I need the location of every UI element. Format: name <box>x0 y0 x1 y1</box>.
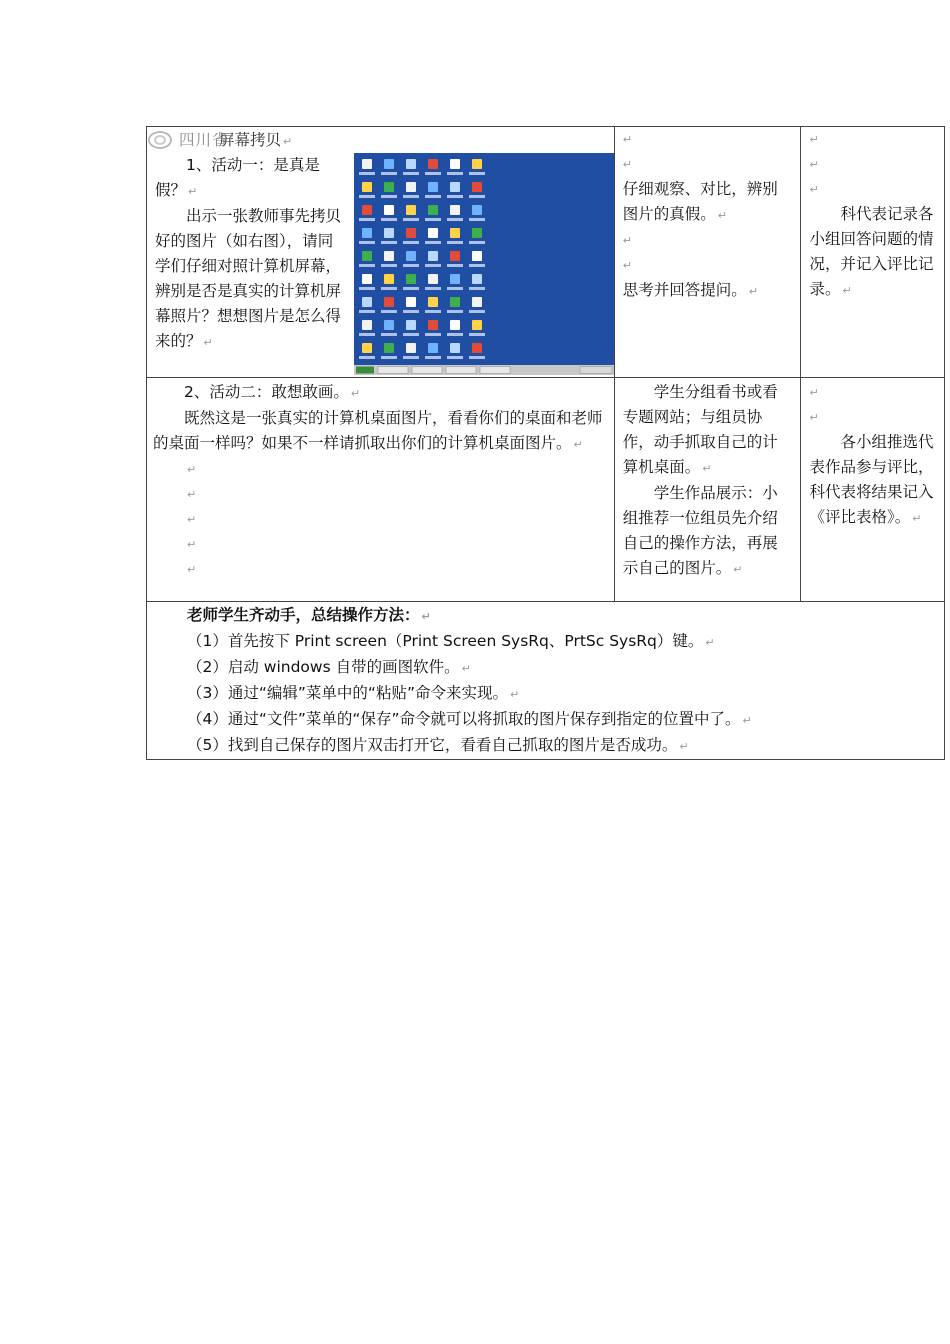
desktop-icon <box>428 343 438 353</box>
taskbar-item <box>480 367 510 374</box>
desktop-icon-label <box>447 172 463 175</box>
desktop-icon-label <box>447 310 463 313</box>
desktop-icon <box>384 251 394 261</box>
desktop-icon <box>450 251 460 261</box>
desktop-icon-label <box>381 310 397 313</box>
activity2-student-cell <box>614 378 801 602</box>
desktop-icon-label <box>425 218 441 221</box>
desktop-icon-label <box>469 310 485 313</box>
system-tray <box>580 367 612 374</box>
taskbar-item <box>412 367 442 374</box>
desktop-icon-label <box>469 264 485 267</box>
lesson-document <box>146 126 945 760</box>
desktop-icon <box>472 297 482 307</box>
desktop-icon-label <box>403 264 419 267</box>
activity1-student-text: 仔细观察、对比，辨别图片的真假。 ↵ <box>622 180 778 223</box>
activity1-row <box>147 127 945 378</box>
desktop-icon <box>384 182 394 192</box>
taskbar-item <box>378 367 408 374</box>
desktop-icon <box>450 297 460 307</box>
summary-step-2: （2）启动 windows 自带的画图软件。 ↵ <box>187 658 471 676</box>
desktop-icon <box>362 159 372 169</box>
desktop-screenshot <box>354 153 614 375</box>
desktop-icon-label <box>403 195 419 198</box>
desktop-icon <box>428 320 438 330</box>
activity2-rep-text: 各小组推选代表作品参与评比，科代表将结果记入《评比表格》。 ↵ <box>809 433 934 526</box>
heading-line <box>147 127 614 153</box>
desktop-icon-label <box>359 264 375 267</box>
desktop-icon-label <box>469 195 485 198</box>
desktop-icon <box>406 205 416 215</box>
activity1-student-text2: 思考并回答提问。 ↵ <box>622 281 758 299</box>
desktop-icon <box>450 228 460 238</box>
desktop-icon-label <box>381 172 397 175</box>
desktop-icon <box>450 274 460 284</box>
desktop-icon <box>472 228 482 238</box>
desktop-icon <box>406 182 416 192</box>
activity2-rep-cell: ↵ ↵ 各小组推选代表作品参与评比，科代表将结果记入《评比表格》。 ↵ <box>801 378 945 602</box>
activity1-student-cell: ↵ ↵ 仔细观察、对比，辨别图片的真假。 ↵ ↵ ↵ 思考并回答提问。 ↵ <box>614 127 801 378</box>
desktop-icon <box>450 159 460 169</box>
summary-step-4: （4）通过“文件”菜单的“保存”命令就可以将抓取的图片保存到指定的位置中了。 ↵ <box>187 710 752 728</box>
desktop-icon <box>450 205 460 215</box>
desktop-icon-label <box>359 195 375 198</box>
desktop-icon-label <box>425 356 441 359</box>
desktop-icon-label <box>403 356 419 359</box>
desktop-icon-label <box>381 356 397 359</box>
desktop-icon <box>362 320 372 330</box>
desktop-icon <box>472 182 482 192</box>
section-heading: 屏幕拷贝 ↵ <box>219 131 293 149</box>
desktop-icon <box>428 251 438 261</box>
desktop-icon-label <box>447 333 463 336</box>
desktop-icon-label <box>447 241 463 244</box>
activity1-title: 1、活动一：是真是假？ ↵ <box>155 156 320 199</box>
desktop-icon-label <box>381 241 397 244</box>
desktop-icon <box>362 274 372 284</box>
desktop-icon-label <box>425 287 441 290</box>
desktop-icon <box>362 228 372 238</box>
desktop-icon <box>362 297 372 307</box>
summary-row <box>147 602 945 760</box>
desktop-icon-label <box>469 172 485 175</box>
desktop-icon-label <box>359 310 375 313</box>
desktop-icon-label <box>469 333 485 336</box>
desktop-icon-label <box>359 172 375 175</box>
desktop-icon <box>428 159 438 169</box>
desktop-icon-label <box>381 287 397 290</box>
desktop-icon <box>384 274 394 284</box>
desktop-icon <box>384 228 394 238</box>
desktop-icon <box>406 251 416 261</box>
desktop-icon <box>384 297 394 307</box>
desktop-icon-label <box>425 333 441 336</box>
desktop-icon <box>406 343 416 353</box>
desktop-icon <box>406 228 416 238</box>
desktop-icon-label <box>403 333 419 336</box>
desktop-icon <box>472 159 482 169</box>
desktop-icon-label <box>447 195 463 198</box>
desktop-icon-label <box>425 241 441 244</box>
activity2-content-cell: 2、活动二：敢想敢画。 ↵ 既然这是一张真实的计算机桌面图片，看看你们的桌面和老师的桌面一样吗？如果不一样请抓取出你们的计算机桌面图片。 ↵ ↵ ↵ ↵ ↵ ↵ <box>147 378 615 602</box>
desktop-icon-label <box>469 241 485 244</box>
desktop-icon-label <box>359 333 375 336</box>
desktop-icon-label <box>425 310 441 313</box>
desktop-icon-label <box>425 264 441 267</box>
summary-step-3: （3）通过“编辑”菜单中的“粘贴”命令来实现。 ↵ <box>187 684 520 702</box>
desktop-icon <box>472 343 482 353</box>
desktop-icon <box>362 343 372 353</box>
desktop-icon <box>428 182 438 192</box>
desktop-icon-label <box>447 264 463 267</box>
desktop-icon-label <box>403 310 419 313</box>
desktop-icon-label <box>381 333 397 336</box>
desktop-icon <box>406 274 416 284</box>
desktop-icon <box>472 251 482 261</box>
desktop-icon-label <box>469 356 485 359</box>
activity1-rep-cell: ↵ ↵ ↵ 科代表记录各小组回答问题的情况，并记入评比记录。 ↵ <box>801 127 945 378</box>
activity2-title: 2、活动二：敢想敢画。 ↵ <box>184 383 361 401</box>
desktop-icon <box>450 320 460 330</box>
desktop-icon <box>450 343 460 353</box>
activity1-rep-text: 科代表记录各小组回答问题的情况，并记入评比记录。 ↵ <box>809 205 934 298</box>
watermark-text: 四川省 <box>179 131 229 149</box>
desktop-icon <box>472 274 482 284</box>
desktop-icon-label <box>425 195 441 198</box>
desktop-icon-label <box>469 287 485 290</box>
desktop-icon <box>472 320 482 330</box>
desktop-icon <box>406 159 416 169</box>
activity2-body: 既然这是一张真实的计算机桌面图片，看看你们的桌面和老师的桌面一样吗？如果不一样请抓取出你们的计算机桌面图片。 ↵ <box>153 409 603 452</box>
desktop-icon-label <box>447 287 463 290</box>
desktop-icon-label <box>425 172 441 175</box>
watermark-logo-icon <box>147 130 173 150</box>
desktop-icon <box>472 205 482 215</box>
summary-step-5: （5）找到自己保存的图片双击打开它，看看自己抓取的图片是否成功。 ↵ <box>187 736 689 754</box>
activity2-row <box>147 378 945 602</box>
summary-title: 老师学生齐动手，总结操作方法： ↵ <box>187 606 431 624</box>
desktop-icon-label <box>359 218 375 221</box>
desktop-icon <box>428 274 438 284</box>
desktop-icon <box>428 297 438 307</box>
desktop-icon-label <box>447 218 463 221</box>
desktop-icon-label <box>403 218 419 221</box>
desktop-icon <box>428 205 438 215</box>
desktop-icon-label <box>403 241 419 244</box>
desktop-icon-label <box>359 356 375 359</box>
desktop-icon-label <box>447 356 463 359</box>
desktop-icon <box>384 320 394 330</box>
activity2-student-text: 学生分组看书或看专题网站；与组员协作，动手抓取自己的计算机桌面。 ↵ <box>622 383 778 476</box>
desktop-icon-label <box>381 218 397 221</box>
desktop-icon-label <box>403 287 419 290</box>
summary-cell <box>147 602 945 760</box>
activity1-body: 出示一张教师事先拷贝好的图片（如右图），请同学们仔细对照计算机屏幕，辨别是否是真实的计算机屏幕照片？想想图片是怎么得来的？ ↵ <box>155 207 342 350</box>
desktop-icon-label <box>381 264 397 267</box>
start-button <box>356 367 374 374</box>
desktop-icon <box>406 320 416 330</box>
desktop-icon <box>384 343 394 353</box>
desktop-icon-label <box>469 218 485 221</box>
activity1-content-cell <box>147 127 615 378</box>
lesson-table <box>146 126 945 760</box>
desktop-icon-label <box>381 195 397 198</box>
summary-step-1: （1）首先按下 Print screen（Print Screen SysRq、PrtSc SysRq）键。 ↵ <box>187 632 715 650</box>
activity2-student-text2: 学生作品展示：小组推荐一位组员先介绍自己的操作方法，再展示自己的图片。 ↵ <box>622 484 778 577</box>
desktop-icon <box>362 182 372 192</box>
desktop-icon <box>362 251 372 261</box>
desktop-icon-label <box>359 287 375 290</box>
taskbar-item <box>446 367 476 374</box>
desktop-icon-label <box>359 241 375 244</box>
desktop-icon <box>362 205 372 215</box>
desktop-icon <box>384 159 394 169</box>
desktop-icon <box>384 205 394 215</box>
desktop-icon-label <box>403 172 419 175</box>
desktop-icon <box>406 297 416 307</box>
desktop-icon <box>428 228 438 238</box>
desktop-screenshot-image <box>354 153 614 375</box>
desktop-icon <box>450 182 460 192</box>
